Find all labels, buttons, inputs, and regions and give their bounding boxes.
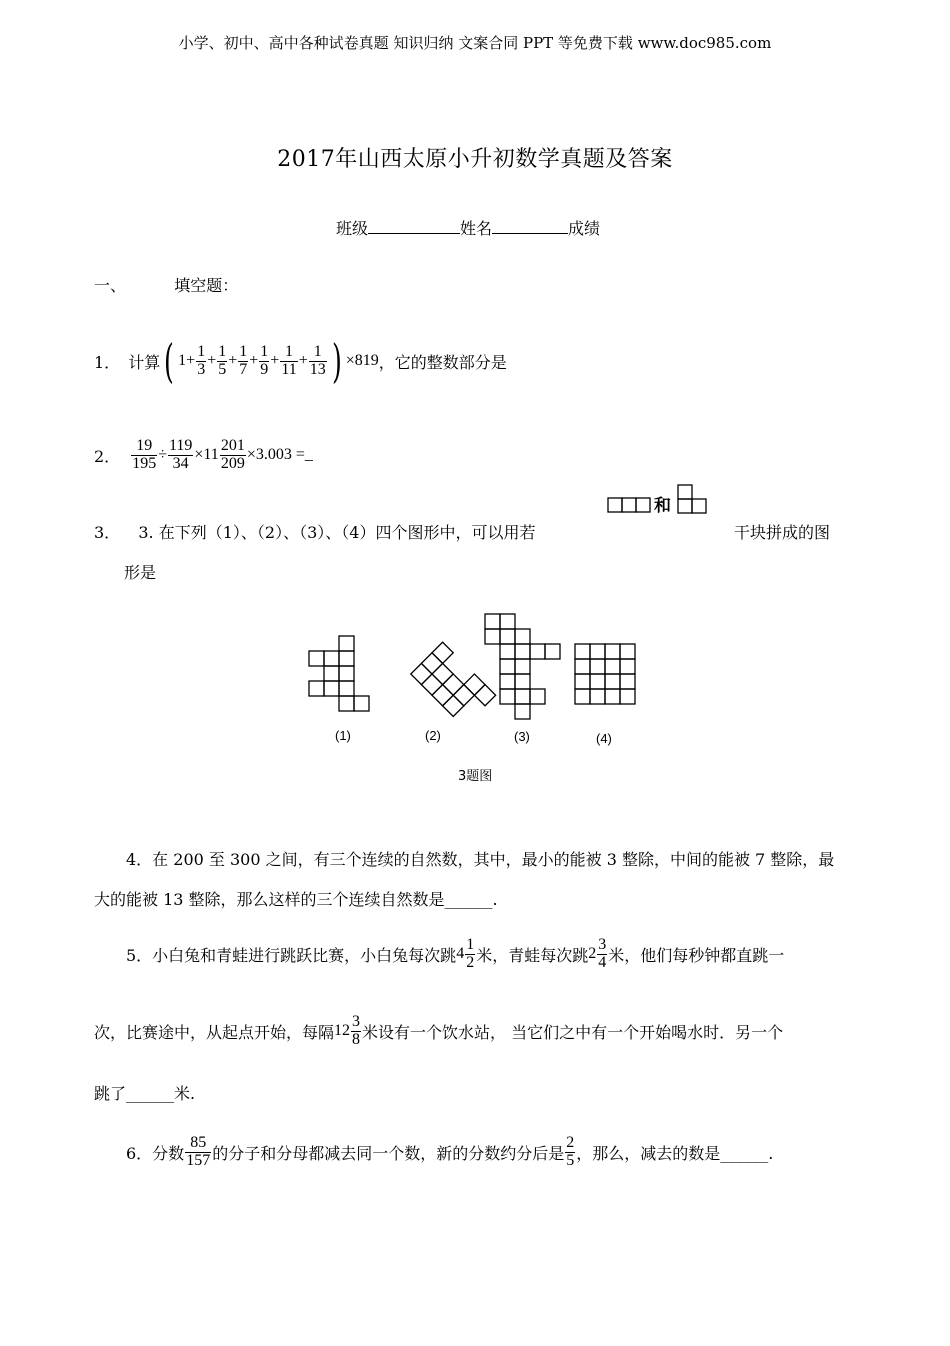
question-2 xyxy=(94,438,313,473)
figure-shape-3 xyxy=(485,614,560,719)
q5-line2 xyxy=(94,1014,783,1049)
q2-rest: ×3.003 = xyxy=(246,446,305,464)
q5-part1: 5．小白兔和青蛙进行跳跃比赛，小白兔每次跳 xyxy=(126,945,457,965)
q1-times: ×819 xyxy=(345,352,379,369)
q6-part2: 的分子和分母都减去同一个数，新的分数约分后是 xyxy=(212,1143,565,1163)
q3-number: 3． xyxy=(94,523,121,542)
plus-sign: + xyxy=(249,352,259,369)
q4-line1: 4．在 200 至 300 之间，有三个连续的自然数，其中，最小的能被 3 整除，中间的能被 7 整除，最 xyxy=(126,850,835,869)
tromino-straight-icon xyxy=(608,498,650,512)
plus-sign: + xyxy=(186,352,196,369)
plus-sign: + xyxy=(228,352,238,369)
fraction: $\frac{85}{157}$ xyxy=(186,1134,211,1169)
fraction: $\frac{1}{9}$ xyxy=(260,342,269,378)
section-heading xyxy=(94,273,238,296)
fraction: $\frac{1}{5}$ xyxy=(218,342,227,378)
figure-shape-2 xyxy=(411,642,496,727)
q6-part1: 6．分数 xyxy=(126,1143,185,1163)
piece-shapes xyxy=(606,484,716,516)
q1-prefix: 计算 xyxy=(128,352,161,372)
plus-sign: + xyxy=(207,352,217,369)
fraction: $\frac{1}{7}$ xyxy=(239,342,248,378)
times-eleven: ×11 xyxy=(194,446,219,464)
q1-one: 1 xyxy=(178,352,187,369)
class-blank[interactable] xyxy=(368,219,460,234)
divide-sign: ÷ xyxy=(158,446,167,464)
q5-part4: 次，比赛途中，从起点开始，每隔 xyxy=(94,1022,335,1042)
figure-caption: 3题图 xyxy=(458,769,493,784)
plus-sign: + xyxy=(298,352,308,369)
question-5 xyxy=(126,937,784,972)
mixed-number: 4 $\frac{1}{2}$ xyxy=(456,936,475,971)
he-text: 和 xyxy=(654,496,671,516)
question-6 xyxy=(126,1135,773,1170)
q1-suffix: ，它的整数部分是 xyxy=(378,352,507,372)
figure-label: (3) xyxy=(514,729,530,744)
q6-part3: ，那么，减去的数是______. xyxy=(576,1143,774,1163)
fraction: $\frac{1}{11}$ xyxy=(281,342,297,378)
figure-3 xyxy=(300,608,660,798)
question-1 xyxy=(94,334,507,388)
q3-text: 3. 在下列（1）、（2）、（3）、（4）四个图形中，可以用若 xyxy=(138,523,536,542)
page-title: 2017年山西太原小升初数学真题及答案 xyxy=(277,147,673,172)
plus-sign: + xyxy=(270,352,280,369)
q1-number: 1． xyxy=(94,352,121,372)
page-header: 小学、初中、高中各种试卷真题 知识归纳 文案合同 PPT 等免费下载 www.doc985.com xyxy=(178,34,772,52)
mixed-number: 12 $\frac{3}{8}$ xyxy=(334,1013,361,1048)
figure-label: (2) xyxy=(425,728,441,743)
fraction: $\frac{2}{5}$ xyxy=(566,1134,575,1169)
q3-text-end: 干块拼成的图 xyxy=(734,523,831,542)
question-3 xyxy=(94,520,535,543)
q3-line2: 形是 xyxy=(124,563,157,582)
section-number: 一、 xyxy=(94,276,127,295)
answer-blank[interactable]: _ xyxy=(304,446,313,464)
class-label: 班级 xyxy=(336,219,369,238)
right-paren: ) xyxy=(331,334,342,388)
tromino-l-icon xyxy=(678,485,706,513)
fraction: $\frac{1}{3}$ xyxy=(197,342,206,378)
q4-line2: 大的能被 13 整除，那么这样的三个连续自然数是______. xyxy=(94,890,498,909)
q5-part3: 米，他们每秒钟都直跳一 xyxy=(608,945,785,965)
score-label: 成绩 xyxy=(568,219,601,238)
fraction: $\frac{119}{34}$ xyxy=(168,437,193,472)
figure-shape-1 xyxy=(309,636,369,711)
name-blank[interactable] xyxy=(492,219,568,234)
fraction: $\frac{201}{209}$ xyxy=(220,437,245,472)
q5-line3: 跳了______米. xyxy=(94,1084,196,1103)
fraction: $\frac{19}{195}$ xyxy=(132,437,157,472)
figure-shape-4 xyxy=(575,644,635,704)
q2-number: 2． xyxy=(94,446,121,466)
q5-part5: 米设有一个饮水站， 当它们之中有一个开始喝水时．另一个 xyxy=(362,1022,784,1042)
q5-part2: 米，青蛙每次跳 xyxy=(476,945,589,965)
figure-label: (4) xyxy=(596,731,612,746)
section-label: 填空题： xyxy=(174,276,239,295)
mixed-number: 2 $\frac{3}{4}$ xyxy=(588,936,607,971)
name-label: 姓名 xyxy=(460,219,493,238)
left-paren: ( xyxy=(164,334,175,388)
student-info-line xyxy=(336,216,600,239)
figure-label: (1) xyxy=(335,728,351,743)
fraction: $\frac{1}{13}$ xyxy=(309,342,326,378)
